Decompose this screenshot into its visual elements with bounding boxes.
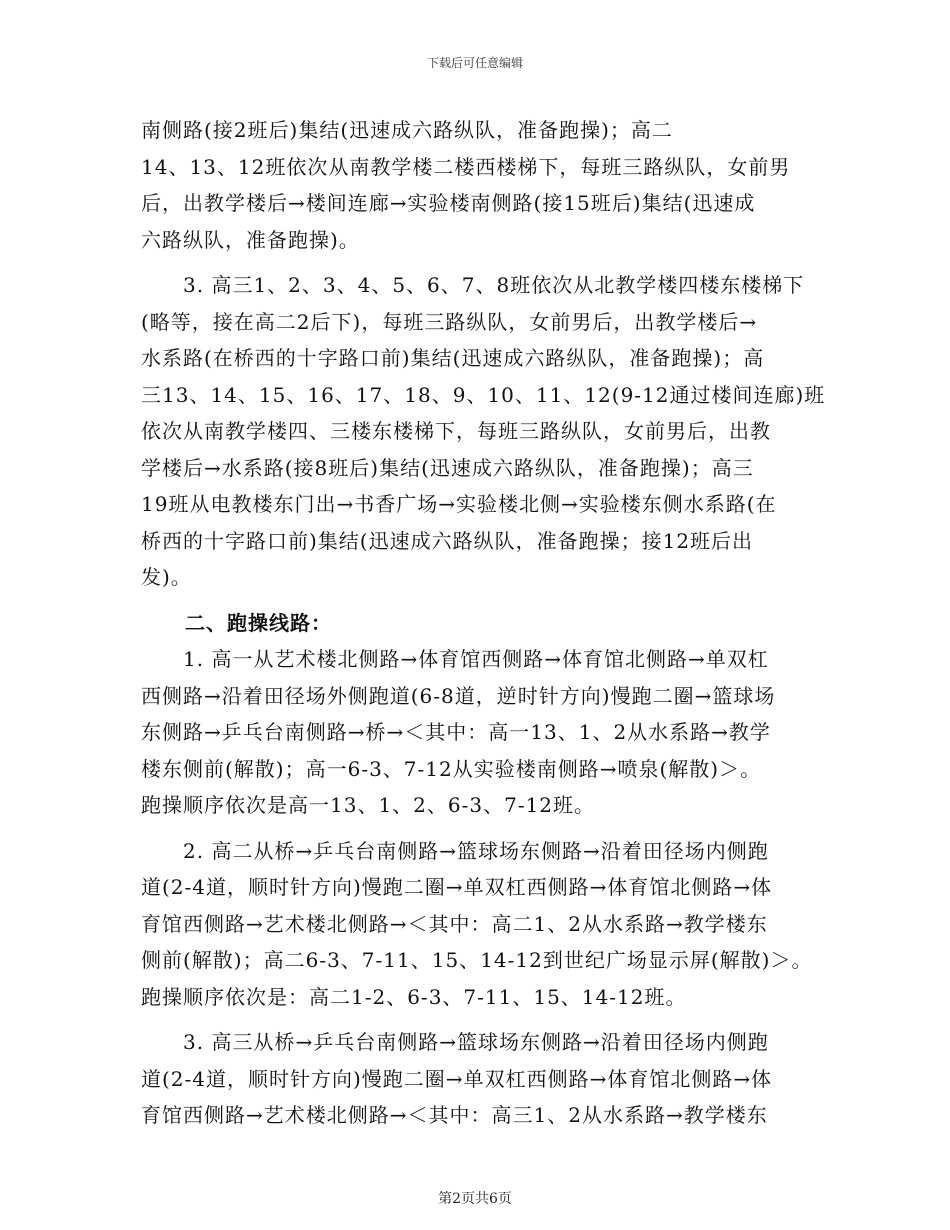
text-line: 14、13、12班依次从南教学楼二楼西楼梯下，每班三路纵队，女前男 bbox=[141, 154, 791, 179]
text-line: 水系路(在桥西的十字路口前)集结(迅速成六路纵队，准备跑操)；高 bbox=[141, 346, 765, 370]
text-line: 南侧路(接2班后)集结(迅速成六路纵队，准备跑操)；高二 bbox=[141, 118, 673, 142]
text-line: 侧前(解散)；高二6-3、7-11、15、14-12到世纪广场显示屏(解散)＞。 bbox=[141, 948, 813, 972]
text-line: 道(2-4道，顺时针方向)慢跑二圈→单双杠西侧路→体育馆北侧路→体 bbox=[141, 1066, 773, 1091]
paragraph-gaoer-route bbox=[141, 833, 817, 1016]
text-line: 19班从电教楼东门出→书香广场→实验楼北侧→实验楼东侧水系路(在 bbox=[141, 492, 777, 516]
paragraph-gaosan-assembly bbox=[141, 267, 826, 596]
text-line: 六路纵队，准备跑操)。 bbox=[141, 227, 360, 252]
text-line: 楼东侧前(解散)；高一6-3、7-12从实验楼南侧路→喷泉(解散)＞。 bbox=[141, 756, 762, 781]
page-header: 下载后可任意编辑 bbox=[426, 56, 523, 70]
text-line: 1. 高一从艺术楼北侧路→体育馆西侧路→体育馆北侧路→单双杠 bbox=[141, 647, 769, 671]
paragraph-gaoyi-route bbox=[141, 641, 817, 824]
text-line: (略等，接在高二2后下)，每班三路纵队，女前男后，出教学楼后→ bbox=[141, 309, 758, 334]
text-line: 道(2-4道，顺时针方向)慢跑二圈→单双杠西侧路→体育馆北侧路→体 bbox=[141, 875, 773, 899]
text-line: 三13、14、15、16、17、18、9、10、11、12(9-12通过楼间连廊)班 bbox=[141, 382, 826, 407]
text-line: 育馆西侧路→艺术楼北侧路→＜其中：高三1、2从水系路→教学楼东 bbox=[141, 1103, 768, 1127]
page-footer: 第2页共6页 bbox=[438, 1191, 512, 1207]
paragraph-gaosan-route bbox=[141, 1024, 817, 1134]
text-line: 后，出教学楼后→楼间连廊→实验楼南侧路(接15班后)集结(迅速成 bbox=[141, 191, 756, 215]
text-line: 东侧路→乒乓台南侧路→桥→＜其中：高一13、1、2从水系路→教学 bbox=[141, 720, 771, 744]
text-line: 发)。 bbox=[141, 565, 192, 589]
text-line: 跑操顺序依次是高一13、1、2、6-3、7-12班。 bbox=[141, 793, 596, 817]
heading-text: 二、跑操线路： bbox=[143, 610, 332, 635]
text-line: 学楼后→水系路(接8班后)集结(迅速成六路纵队，准备跑操)；高三 bbox=[141, 455, 754, 480]
text-line: 依次从南教学楼四、三楼东楼梯下，每班三路纵队，女前男后，出教 bbox=[141, 419, 771, 443]
text-line: 3. 高三1、2、3、4、5、6、7、8班依次从北教学楼四楼东楼梯下 bbox=[141, 273, 805, 297]
text-line: 西侧路→沿着田径场外侧跑道(6-8道，逆时针方向)慢跑二圈→篮球场 bbox=[141, 683, 776, 708]
text-line: 桥西的十字路口前)集结(迅速成六路纵队，准备跑操；接12班后出 bbox=[141, 528, 754, 553]
text-line: 3. 高三从桥→乒乓台南侧路→篮球场东侧路→沿着田径场内侧跑 bbox=[141, 1030, 769, 1054]
text-line: 跑操顺序依次是：高二1-2、6-3、7-11、15、14-12班。 bbox=[141, 984, 687, 1009]
section-heading bbox=[141, 605, 817, 642]
paragraph-gaoer-assembly bbox=[141, 112, 817, 258]
document-body bbox=[141, 112, 826, 1134]
text-line: 2. 高二从桥→乒乓台南侧路→篮球场东侧路→沿着田径场内侧跑 bbox=[141, 838, 769, 863]
text-line: 育馆西侧路→艺术楼北侧路→＜其中：高二1、2从水系路→教学楼东 bbox=[141, 911, 768, 936]
